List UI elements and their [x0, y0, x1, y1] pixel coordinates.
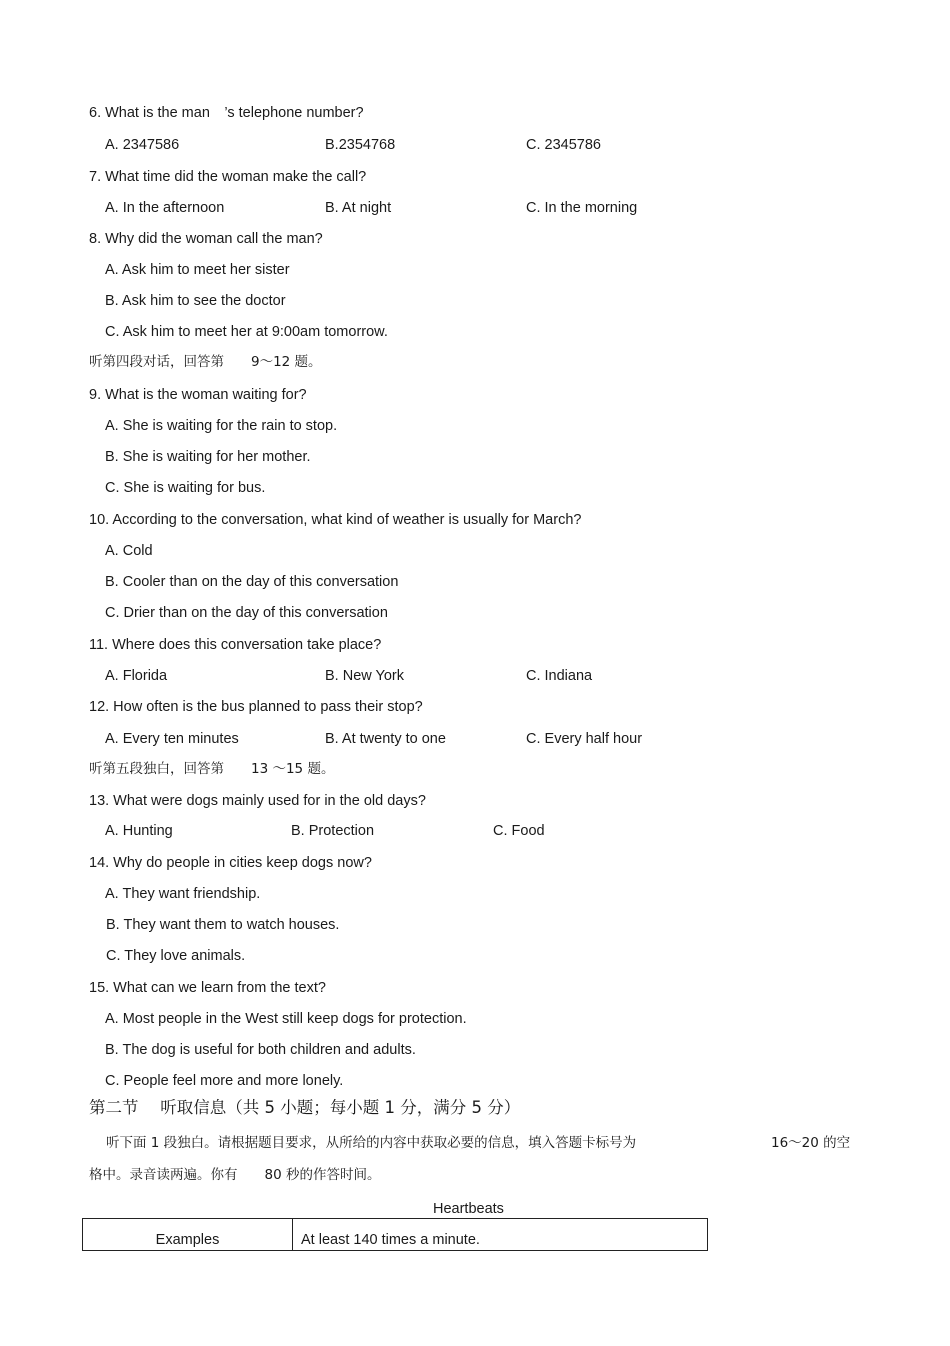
instruction-part4: 听第四段对话，回答第 9～12 题。 — [89, 354, 322, 370]
table-row — [83, 1219, 708, 1251]
question-15-option-b: B. The dog is useful for both children and adults. — [105, 1042, 416, 1058]
question-14-option-b: B. They want them to watch houses. — [106, 917, 340, 933]
question-6-stem: 6. What is the man ’s telephone number? — [89, 105, 364, 121]
question-13-option-b: B. Protection — [291, 823, 375, 839]
question-9-stem: 9. What is the woman waiting for? — [89, 387, 307, 403]
question-10-option-b: B. Cooler than on the day of this conversation — [105, 574, 399, 590]
section-2-instruction-range: 16～20 的空 — [771, 1135, 851, 1151]
question-12-stem: 12. How often is the bus planned to pass their stop? — [89, 699, 423, 715]
question-10-option-a: A. Cold — [105, 543, 153, 559]
question-9-option-c: C. She is waiting for bus. — [105, 480, 266, 496]
question-7-option-b: B. At night — [325, 200, 392, 216]
question-8-option-b: B. Ask him to see the doctor — [105, 293, 286, 309]
question-6-option-c: C. 2345786 — [526, 137, 601, 153]
question-9-option-a: A. She is waiting for the rain to stop. — [105, 418, 338, 434]
question-8-option-c: C. Ask him to meet her at 9:00am tomorrow. — [105, 324, 388, 340]
question-15-option-a: A. Most people in the West still keep dogs for protection. — [105, 1011, 467, 1027]
question-13-option-c: C. Food — [493, 823, 545, 839]
question-9-option-b: B. She is waiting for her mother. — [105, 449, 311, 465]
question-11-option-b: B. New York — [325, 668, 404, 684]
question-15-option-c: C. People feel more and more lonely. — [105, 1073, 344, 1089]
section-2-instruction-line-2: 格中。录音读两遍。你有 80 秒的作答时间。 — [89, 1167, 381, 1183]
question-12-option-c: C. Every half hour — [526, 731, 643, 747]
question-8-option-a: A. Ask him to meet her sister — [105, 262, 290, 278]
section-2-instruction-line-1: 听下面 1 段独白。请根据题目要求，从所给的内容中获取必要的信息，填入答题卡标号为 — [106, 1135, 637, 1151]
question-6-option-a: A. 2347586 — [105, 137, 180, 153]
question-11-option-a: A. Florida — [105, 668, 168, 684]
question-10-stem: 10. According to the conversation, what kind of weather is usually for March? — [89, 512, 582, 528]
section-2-heading: 第二节 听取信息（共 5 小题；每小题 1 分，满分 5 分） — [89, 1098, 521, 1117]
heartbeats-table — [82, 1218, 708, 1251]
instruction-part5: 听第五段独白，回答第 13 ～15 题。 — [89, 761, 335, 777]
table-title: Heartbeats — [433, 1201, 504, 1217]
question-14-option-a: A. They want friendship. — [105, 886, 261, 902]
question-7-stem: 7. What time did the woman make the call? — [89, 169, 367, 185]
table-cell-value: At least 140 times a minute. — [293, 1219, 708, 1251]
question-14-option-c: C. They love animals. — [106, 948, 246, 964]
question-8-stem: 8. Why did the woman call the man? — [89, 231, 323, 247]
question-11-stem: 11. Where does this conversation take place? — [89, 637, 382, 653]
question-12-option-a: A. Every ten minutes — [105, 731, 239, 747]
question-11-option-c: C. Indiana — [526, 668, 593, 684]
question-7-option-c: C. In the morning — [526, 200, 638, 216]
question-10-option-c: C. Drier than on the day of this conversation — [105, 605, 388, 621]
question-13-option-a: A. Hunting — [105, 823, 173, 839]
question-7-option-a: A. In the afternoon — [105, 200, 225, 216]
question-15-stem: 15. What can we learn from the text? — [89, 980, 326, 996]
question-14-stem: 14. Why do people in cities keep dogs now? — [89, 855, 372, 871]
question-13-stem: 13. What were dogs mainly used for in the old days? — [89, 793, 426, 809]
question-6-option-b: B.2354768 — [325, 137, 396, 153]
question-12-option-b: B. At twenty to one — [325, 731, 446, 747]
table-cell-label: Examples — [83, 1219, 293, 1251]
